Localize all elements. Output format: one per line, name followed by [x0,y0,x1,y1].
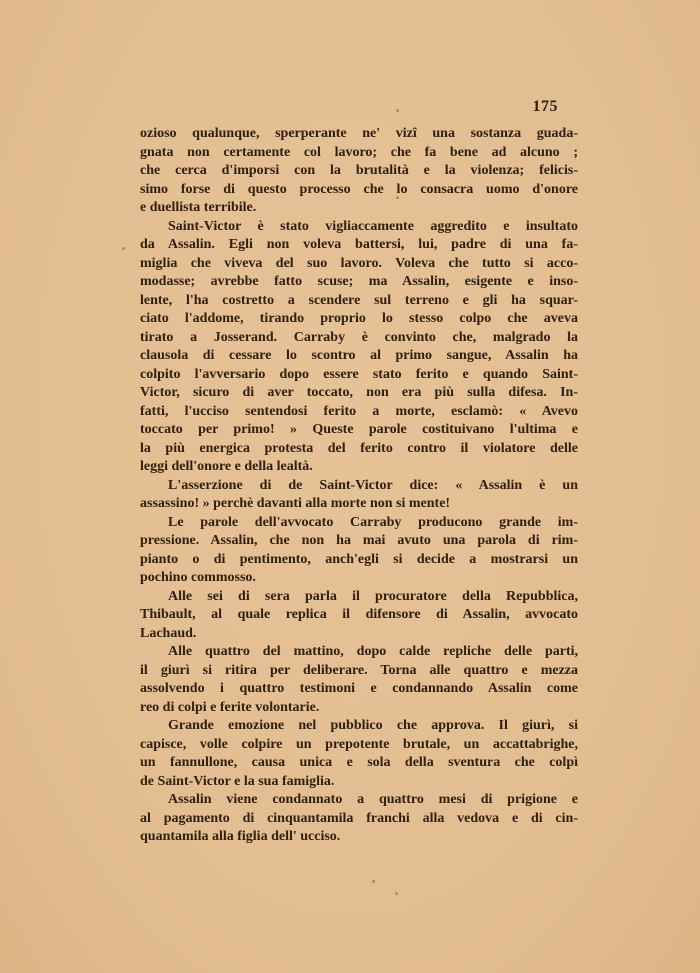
text-line: leggi dell'onore e della lealtà. [140,459,313,474]
paragraph [140,643,578,717]
paragraph [140,588,578,644]
paragraph [140,717,578,791]
paragraph [140,218,578,477]
ink-speck [396,196,399,199]
paragraph [140,791,578,847]
text-line: L'asserzione di de Saint-Victor dice: « Assalin è un [168,477,578,493]
text-line: Assalin viene condannato a quattro mesi di prigione e [168,792,578,807]
text-line: un fannullone, causa unica e sola della sventura che colpì [140,755,578,770]
text-line: assolvendo i quattro testimoni e condannando Assalin come [140,681,578,696]
text-line: modasse; avrebbe fatto scuse; ma Assalin, esigente e inso- [140,274,578,289]
text-line: il giurì si ritira per deliberare. Torna alle quattro e mezza [140,662,578,678]
text-line: assassino! » perchè davanti alla morte non si mente! [140,496,451,511]
paragraph [140,477,578,514]
text-line: capisce, volle colpire un prepotente brutale, un accattabrighe, [140,736,578,752]
text-line: ozioso qualunque, sperperante ne' vizî una sostanza guada- [140,126,578,141]
text-line: reo di colpi e ferite volontarie. [140,699,320,715]
ink-speck [372,880,375,883]
text-line: Saint-Victor è stato vigliaccamente aggredito e insultato [168,218,578,234]
page-number: 175 [532,98,558,115]
text-line: clausola di cessare lo scontro al primo sangue, Assalin ha [140,348,578,363]
ink-speck [122,247,125,250]
text-line: che cerca d'imporsi con la brutalità e la violenza; felicis- [140,163,578,178]
text-line: miglia che viveva del suo lavoro. Voleva che tutto si acco- [140,255,578,271]
text-line: Grande emozione nel pubblico che approva. Il giurì, si [168,718,578,733]
text-line: de Saint-Victor e la sua famiglia. [140,773,335,789]
paragraph [140,514,578,588]
ink-speck [396,109,399,112]
text-line: Le parole dell'avvocato Carraby producono grande im- [168,514,578,530]
text-line: colpito l'avversario dopo essere stato ferito e quando Saint- [140,366,578,382]
text-line: ciato l'addome, tirando proprio lo stesso colpo che aveva [140,311,578,326]
text-line: pochino commosso. [140,570,256,585]
text-block [140,125,578,847]
text-line: la più energica protesta del ferito contro il violatore delle [140,440,578,456]
text-line: tirato a Josserand. Carraby è convinto che, malgrado la [140,329,578,345]
text-line: Alle quattro del mattino, dopo calde repliche delle parti, [168,644,578,659]
text-line: e duellista terribile. [140,200,257,215]
text-line: simo forse di questo processo che lo consacra uomo d'onore [140,181,578,197]
text-line: pianto o di pentimento, anch'egli si decide a mostrarsi un [140,551,578,567]
text-line: quantamila alla figlia dell' ucciso. [140,829,341,844]
ink-speck [395,892,398,895]
text-line: fatti, l'ucciso sentendosi ferito a morte, esclamò: « Avevo [140,403,578,419]
text-line: Alle sei di sera parla il procuratore della Repubblica, [168,588,578,604]
text-line: Lachaud. [140,625,197,641]
text-line: al pagamento di cinquantamila franchi alla vedova e di cin- [140,810,578,826]
text-line: gnata non certamente col lavoro; che fa bene ad alcuno ; [140,144,578,160]
text-line: Thibault, al quale replica il difensore di Assalin, avvocato [140,607,578,622]
text-line: lente, l'ha costretto a scendere sul terreno e gli ha squar- [140,292,578,308]
text-line: toccato per primo! » Queste parole costituivano l'ultima e [140,422,578,437]
text-line: Victor, sicuro di aver toccato, non era più sulla difesa. In- [140,385,578,400]
text-line: pressione. Assalin, che non ha mai avuto una parola di rim- [140,533,578,548]
paragraph [140,125,578,218]
text-line: da Assalin. Egli non voleva battersi, lui, padre di una fa- [140,237,578,252]
